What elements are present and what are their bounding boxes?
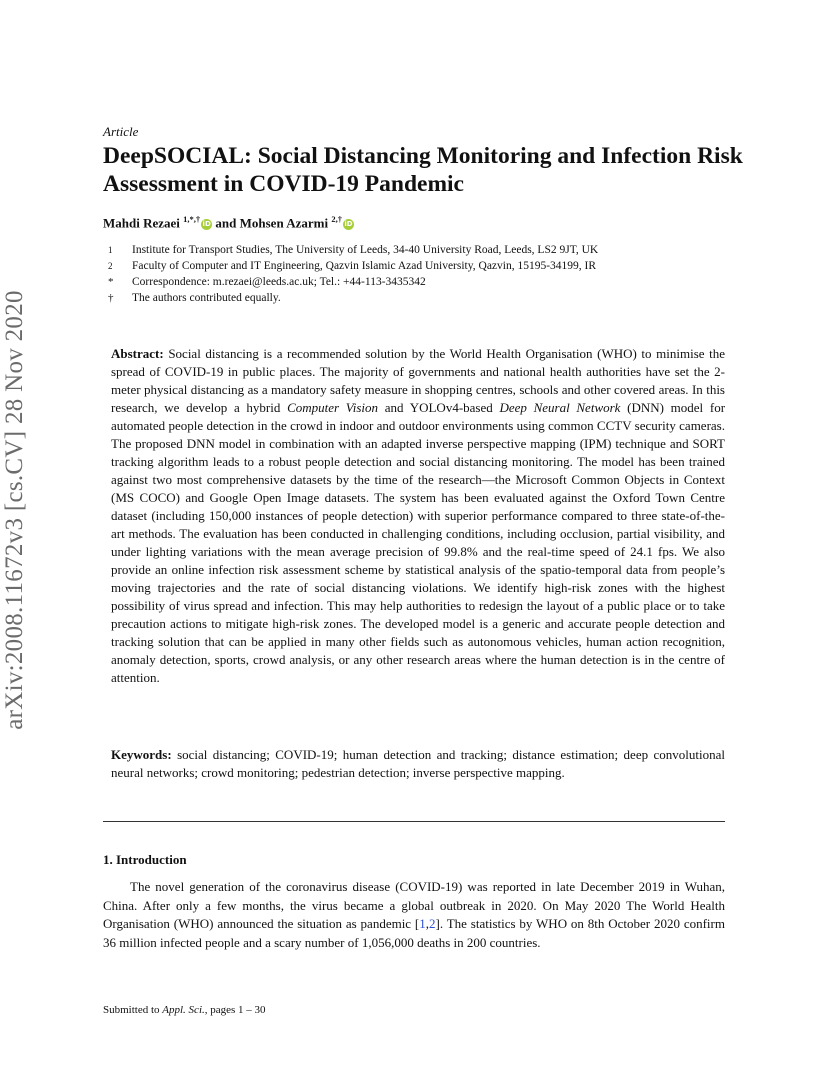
abstract-label: Abstract: [111, 346, 164, 361]
affiliation-marker: 2 [108, 261, 113, 271]
keywords-label: Keywords: [111, 747, 172, 762]
author-affiliation-marker: 1,*,† [183, 214, 201, 224]
equal-contribution-note: The authors contributed equally. [132, 292, 281, 304]
section-divider [103, 821, 725, 822]
introduction-paragraph [103, 878, 725, 952]
citation-link[interactable]: 1 [419, 916, 426, 931]
affiliation-text: Faculty of Computer and IT Engineering, Qazvin Islamic Azad University, Qazvin, 15195-34199, IR [132, 260, 597, 272]
affiliation-marker: 1 [108, 245, 113, 255]
abstract [111, 345, 725, 687]
abstract-emphasis: Deep Neural Network [499, 400, 621, 415]
keywords [111, 746, 725, 782]
paragraph-text: ]. The statistics by WHO on 8th October 2020 confirm 36 million infected people and a scary number of 1,056,000 deaths in 200 countries. [103, 916, 725, 950]
keywords-text: social distancing; COVID-19; human detection and tracking; distance estimation; deep convolutional neural networks; crowd monitoring; pedestrian detection; inverse perspective mapping. [111, 747, 725, 780]
paper-title: DeepSOCIAL: Social Distancing Monitoring and Infection Risk Assessment in COVID-19 Pandemic [103, 143, 743, 197]
affiliation-text: Institute for Transport Studies, The University of Leeds, 34-40 University Road, Leeds, LS2 9JT, UK [132, 244, 599, 256]
citation-link[interactable]: 2 [429, 916, 436, 931]
affiliation-item [108, 258, 598, 274]
citation-separator: , [425, 916, 430, 931]
author-name: Mohsen Azarmi [239, 215, 329, 231]
abstract-text: and YOLOv4-based [378, 400, 500, 415]
footer-pages: , pages 1 – 30 [204, 1004, 266, 1016]
arxiv-id-label: arXiv:2008.11672v3 [cs.CV] 28 Nov 2020 [1, 290, 28, 730]
affiliation-marker: † [108, 292, 114, 304]
article-type: Article [103, 124, 139, 139]
affiliation-list [108, 242, 598, 306]
affiliation-item [108, 242, 598, 258]
abstract-text: Social distancing is a recommended solution by the World Health Organisation (WHO) to minimise the spread of COVID-19 in public places. The majority of governments and national health authorities have set the 2-meter physical distancing as a mandatory safety measure in shopping centres, schools and other covered areas. In this research, we develop a hybrid [111, 346, 725, 415]
orcid-icon[interactable]: iD [344, 220, 353, 229]
abstract-emphasis: Computer Vision [287, 400, 379, 415]
correspondence-text: Correspondence: m.rezaei@leeds.ac.uk; Tel.: +44-113-3435342 [132, 276, 426, 288]
footer-prefix: Submitted to [103, 1004, 163, 1016]
paragraph-text: The novel generation of the coronavirus disease (COVID-19) was reported in late December 2019 in Wuhan, China. After only a few months, the virus became a global outbreak in 2020. On May 2020 The World Health Organisation (WHO) announced the situation as pandemic [ [103, 879, 725, 931]
abstract-text: (DNN) model for automated people detection in the crowd in indoor and outdoor environments using common CCTV security cameras. The proposed DNN model in combination with an adapted inverse perspective mapping (IPM) technique and SORT tracking algorithm leads to a robust people detection and social distancing monitoring. The model has been trained against two most comprehensive datasets by the time of the research—the Microsoft Common Objects in Context (MS COCO) and Google Open Image datasets. The system has been evaluated against the Oxford Town Centre dataset (including 150,000 instances of people detection) with superior performance compared to three state-of-the-art methods. The evaluation has been conducted in challenging conditions, including occlusion, partial visibility, and under lighting variations with the mean average precision of 99.8% and the real-time speed of 24.1 fps. We also provide an online infection risk assessment scheme by statistical analysis of the spatio-temporal data from people’s moving trajectories and the rate of social distancing violations. We identify high-risk zones with the highest possibility of virus spread and infection. This may help authorities to redesign the layout of a public place or to take precaution actions to mitigate high-risk zones. The developed model is a generic and accurate people detection and tracking solution that can be applied in many other fields such as autonomous vehicles, human action recognition, anomaly detection, sports, crowd analysis, or any other research areas where the human detection is in the centre of attention. [111, 400, 726, 685]
author-conjunction: and [215, 215, 237, 231]
affiliation-item [108, 274, 598, 290]
affiliation-item [108, 290, 598, 306]
section-heading: 1. Introduction [103, 852, 187, 867]
orcid-icon[interactable]: iD [202, 220, 211, 229]
author-line [103, 214, 354, 231]
journal-name: Appl. Sci. [162, 1004, 205, 1016]
author-affiliation-marker: 2,† [331, 214, 342, 224]
author-name: Mahdi Rezaei [103, 215, 180, 231]
page-footer [103, 1004, 266, 1016]
affiliation-marker: * [108, 276, 114, 288]
